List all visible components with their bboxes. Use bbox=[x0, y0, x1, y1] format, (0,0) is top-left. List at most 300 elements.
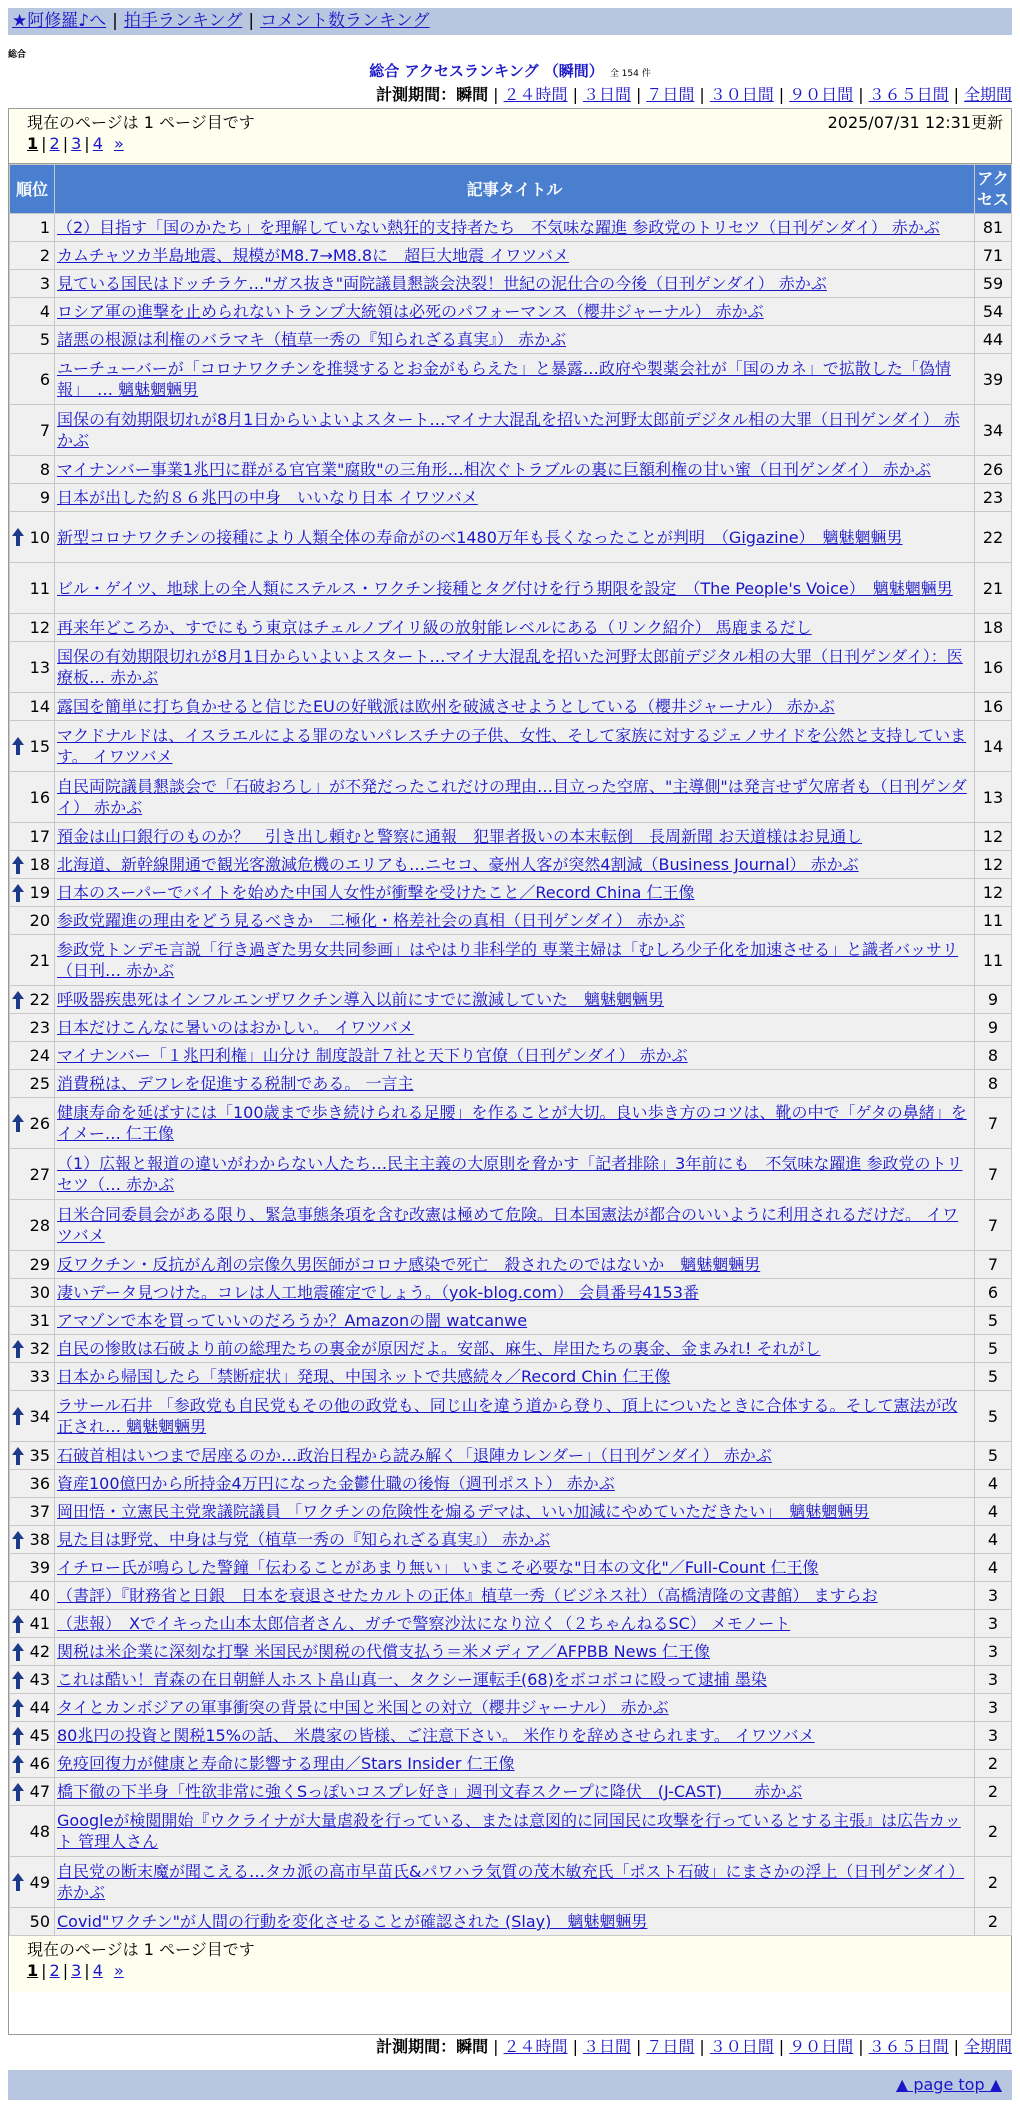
rank-cell bbox=[10, 1014, 55, 1042]
rank-number: 17 bbox=[29, 827, 50, 846]
article-title-link[interactable]: 参政党トンデモ言説「行き過ぎた男女共同参画」はやはり非科学的 専業主婦は「むしろ少子化を加速させる」と識者バッサリ（日刊… 赤かぶ bbox=[57, 940, 959, 980]
article-title-link[interactable]: （悲報） Xでイキった山本太郎信者さん、ガチで警察沙汰になり泣く（２ちゃんねるSC） メモノート bbox=[57, 1614, 791, 1633]
period-option-link[interactable]: ９０日間 bbox=[789, 85, 854, 104]
table-row bbox=[10, 1442, 1012, 1470]
table-row bbox=[10, 1200, 1012, 1251]
rank-cell bbox=[10, 935, 55, 986]
access-count: 8 bbox=[975, 1070, 1012, 1098]
rank-cell bbox=[10, 721, 55, 772]
home-link[interactable]: ★阿修羅♪へ bbox=[12, 11, 107, 31]
access-count: 6 bbox=[975, 1279, 1012, 1307]
article-title-link[interactable]: これは酷い！青森の在日朝鮮人ホスト畠山真一、タクシー運転手(68)をボコボコに殴って逮捕 墨染 bbox=[57, 1670, 767, 1689]
rank-number: 26 bbox=[29, 1113, 50, 1133]
access-count: 7 bbox=[975, 1149, 1012, 1200]
access-count: 71 bbox=[975, 242, 1012, 270]
access-count: 3 bbox=[975, 1582, 1012, 1610]
title-cell bbox=[55, 721, 975, 772]
separator: | bbox=[41, 1961, 47, 1980]
table-row bbox=[10, 1806, 1012, 1857]
rank-cell bbox=[10, 1582, 55, 1610]
separator: | bbox=[953, 85, 959, 104]
rank-number: 3 bbox=[39, 274, 50, 293]
rank-cell bbox=[10, 1042, 55, 1070]
article-title-link[interactable]: 自民両院議員懇談会で「石破おろし」が不発だったこれだけの理由…目立った空席、"主導側"は発言せず欠席者も（日刊ゲンダイ） 赤かぶ bbox=[57, 777, 967, 817]
page-link[interactable]: 3 bbox=[71, 1961, 82, 1980]
table-row bbox=[10, 935, 1012, 986]
table-row bbox=[10, 214, 1012, 242]
next-page-link[interactable]: » bbox=[113, 1961, 124, 1980]
rank-number: 35 bbox=[29, 1446, 50, 1465]
period-label: 計測期間： bbox=[376, 85, 457, 104]
rank-cell bbox=[10, 512, 55, 563]
article-title-link[interactable]: ラサール石井 「参政党も自民党もその他の政党も、同じ山を違う道から登り、頂上についたときに合体する。そして憲法が改正され… 魑魅魍魎男 bbox=[57, 1396, 958, 1436]
rank-number: 30 bbox=[29, 1283, 50, 1302]
table-row bbox=[10, 405, 1012, 456]
separator: | bbox=[84, 1961, 90, 1980]
access-count: 2 bbox=[975, 1857, 1012, 1908]
period-option-link[interactable]: 全期間 bbox=[963, 85, 1012, 104]
period-option-link[interactable]: ３０日間 bbox=[709, 85, 774, 104]
access-count: 2 bbox=[975, 1778, 1012, 1806]
rank-cell bbox=[10, 1391, 55, 1442]
access-count: 21 bbox=[975, 563, 1012, 614]
rank-up-arrow-icon bbox=[12, 1873, 24, 1891]
article-title-link[interactable]: （書評）『財務省と日銀 日本を衰退させたカルトの正体』植草一秀（ビジネス社）（高橋清隆の文書館） ますらお bbox=[57, 1586, 878, 1605]
rank-cell bbox=[10, 907, 55, 935]
separator: | bbox=[248, 11, 255, 31]
separator: | bbox=[858, 85, 864, 104]
title-cell bbox=[55, 270, 975, 298]
rank-number: 28 bbox=[29, 1215, 50, 1235]
rank-cell bbox=[10, 405, 55, 456]
rank-number: 37 bbox=[29, 1502, 50, 1521]
period-option-link[interactable]: ２４時間 bbox=[503, 85, 568, 104]
table-row bbox=[10, 1778, 1012, 1806]
table-row bbox=[10, 1098, 1012, 1149]
rank-number: 2 bbox=[39, 246, 50, 265]
table-row bbox=[10, 1391, 1012, 1442]
rank-number: 49 bbox=[29, 1872, 50, 1892]
rank-cell bbox=[10, 1098, 55, 1149]
rank-up-arrow-icon bbox=[12, 1114, 24, 1132]
title-cell bbox=[55, 1363, 975, 1391]
article-title-link[interactable]: 国保の有効期限切れが8月1日からいよいよスタート…マイナ大混乱を招いた河野太郎前デジタル相の大罪（日刊ゲンダイ） 赤かぶ bbox=[57, 410, 960, 450]
article-title-link[interactable]: 健康寿命を延ばすには「100歳まで歩き続けられる足腰」を作ることが大切。良い歩き方のコツは、靴の中で「ゲタの鼻緒」をイメー… 仁王像 bbox=[57, 1103, 967, 1143]
access-count: 18 bbox=[975, 614, 1012, 642]
table-row bbox=[10, 1908, 1012, 1936]
rank-column-header: 順位 bbox=[10, 165, 55, 214]
article-title-link[interactable]: 自民党の断末魔が聞こえる…タカ派の高市早苗氏&パワハラ気質の茂木敏充氏「ポスト石破」にまさかの浮上（日刊ゲンダイ） 赤かぶ bbox=[57, 1862, 965, 1902]
title-cell bbox=[55, 456, 975, 484]
article-title-link[interactable]: カムチャツカ半島地震、規模がM8.7→M8.8に 超巨大地震 イワツバメ bbox=[57, 246, 569, 265]
rank-cell bbox=[10, 642, 55, 693]
rank-number: 25 bbox=[29, 1074, 50, 1093]
rank-number: 39 bbox=[29, 1558, 50, 1577]
rank-up-arrow-icon bbox=[12, 1615, 24, 1633]
title-cell bbox=[55, 1307, 975, 1335]
access-count: 16 bbox=[975, 642, 1012, 693]
top-nav-bar bbox=[8, 8, 1012, 35]
title-cell bbox=[55, 484, 975, 512]
article-title-link[interactable]: 橋下徹の下半身「性欲非常に強くSっぽいコスプレ好き」週刊文春スクープに降伏 (J-CAST) 赤かぶ bbox=[57, 1782, 803, 1801]
updated-timestamp: 2025/07/31 12:31更新 bbox=[827, 113, 1003, 132]
article-title-link[interactable]: 関税は米企業に深刻な打撃 米国民が関税の代償支払う＝米メディア／AFPBB News 仁王像 bbox=[57, 1642, 710, 1661]
page-link[interactable]: 3 bbox=[71, 134, 82, 153]
rank-number: 43 bbox=[29, 1670, 50, 1689]
table-row bbox=[10, 907, 1012, 935]
article-title-link[interactable]: 北海道、新幹線開通で観光客激減危機のエリアも…ニセコ、豪州人客が突然4割減（Business Journal） 赤かぶ bbox=[57, 855, 859, 874]
article-title-link[interactable]: イチロー氏が鳴らした警鐘「伝わることがあまり無い」 いまこそ必要な"日本の文化"／Full-Count 仁王像 bbox=[57, 1558, 819, 1577]
rank-number: 44 bbox=[29, 1698, 50, 1717]
page-link[interactable]: 2 bbox=[49, 134, 60, 153]
current-page-text: 現在のページは 1 ページ目です bbox=[27, 1940, 255, 1959]
rank-cell bbox=[10, 614, 55, 642]
table-row bbox=[10, 823, 1012, 851]
period-option-link[interactable]: ３６５日間 bbox=[868, 2037, 949, 2056]
period-option-link[interactable]: 全期間 bbox=[963, 2037, 1012, 2056]
rank-number: 14 bbox=[29, 697, 50, 716]
period-option-link[interactable]: ９０日間 bbox=[789, 2037, 854, 2056]
title-cell bbox=[55, 298, 975, 326]
page-current: 1 bbox=[27, 134, 39, 153]
title-cell bbox=[55, 1666, 975, 1694]
rank-up-arrow-icon bbox=[12, 1531, 24, 1549]
table-row bbox=[10, 1335, 1012, 1363]
title-column-header: 記事タイトル bbox=[55, 165, 975, 214]
page-title-text: 総合 アクセスランキング （瞬間） bbox=[369, 62, 604, 80]
article-title-link[interactable]: 参政党躍進の理由をどう見るべきか 二極化・格差社会の真相（日刊ゲンダイ） 赤かぶ bbox=[57, 911, 685, 930]
table-row bbox=[10, 1722, 1012, 1750]
title-cell bbox=[55, 214, 975, 242]
separator: | bbox=[778, 85, 785, 104]
rank-number: 32 bbox=[29, 1339, 50, 1358]
rank-cell bbox=[10, 1778, 55, 1806]
rank-up-arrow-icon bbox=[12, 1755, 24, 1773]
rank-cell bbox=[10, 1554, 55, 1582]
rank-cell bbox=[10, 1806, 55, 1857]
table-row bbox=[10, 1149, 1012, 1200]
table-row bbox=[10, 1610, 1012, 1638]
rank-number: 45 bbox=[29, 1726, 50, 1745]
table-row bbox=[10, 1279, 1012, 1307]
page-link[interactable]: 4 bbox=[92, 1961, 103, 1980]
pagination-top bbox=[9, 109, 1011, 164]
table-row bbox=[10, 1666, 1012, 1694]
article-title-link[interactable]: マイナンバー事業1兆円に群がる官官業"腐敗"の三角形…相次ぐトラブルの裏に巨額利権の甘い蜜（日刊ゲンダイ） 赤かぶ bbox=[57, 460, 931, 479]
period-selector-bottom bbox=[376, 2036, 1012, 2058]
page-links bbox=[27, 1960, 1011, 1981]
table-row bbox=[10, 986, 1012, 1014]
rank-cell bbox=[10, 1279, 55, 1307]
rank-cell bbox=[10, 1908, 55, 1936]
rank-up-arrow-icon bbox=[12, 737, 24, 755]
table-row bbox=[10, 298, 1012, 326]
article-title-link[interactable]: ユーチューバーが「コロナワクチンを推奨するとお金がもらえた」と暴露…政府や製薬会社が「国のカネ」で拡散した「偽情報」 … 魑魅魍魎男 bbox=[57, 359, 951, 399]
period-current: 瞬間 bbox=[456, 2037, 489, 2056]
article-title-link[interactable]: 諸悪の根源は利権のバラマキ（植草一秀の『知られざる真実』） 赤かぶ bbox=[57, 330, 567, 349]
table-row bbox=[10, 326, 1012, 354]
access-count: 59 bbox=[975, 270, 1012, 298]
period-selector-top bbox=[376, 84, 1012, 106]
rank-number: 36 bbox=[29, 1474, 50, 1493]
rank-cell bbox=[10, 1251, 55, 1279]
title-cell bbox=[55, 326, 975, 354]
period-option-link[interactable]: ３６５日間 bbox=[868, 85, 949, 104]
rank-cell bbox=[10, 1307, 55, 1335]
total-count: 全 154 件 bbox=[609, 69, 651, 79]
title-cell bbox=[55, 1335, 975, 1363]
rank-number: 16 bbox=[29, 787, 50, 807]
article-title-link[interactable]: （1）広報と報道の違いがわからない人たち…民主主義の大原則を脅かす「記者排除」3年前にも 不気味な躍進 参政党のトリセツ（… 赤かぶ bbox=[57, 1154, 963, 1194]
article-title-link[interactable]: 日本だけこんなに暑いのはおかしい。 イワツバメ bbox=[57, 1018, 414, 1037]
rank-cell bbox=[10, 1526, 55, 1554]
rank-number: 31 bbox=[29, 1311, 50, 1330]
title-cell bbox=[55, 1098, 975, 1149]
title-cell bbox=[55, 1582, 975, 1610]
title-cell bbox=[55, 1391, 975, 1442]
access-count: 2 bbox=[975, 1750, 1012, 1778]
article-title-link[interactable]: 石破首相はいつまで居座るのか…政治日程から読み解く「退陣カレンダー」（日刊ゲンダイ） 赤かぶ bbox=[57, 1446, 772, 1465]
rank-cell bbox=[10, 1857, 55, 1908]
separator: | bbox=[84, 134, 90, 153]
table-row bbox=[10, 1750, 1012, 1778]
title-cell bbox=[55, 1470, 975, 1498]
separator: | bbox=[572, 85, 578, 104]
comment-ranking-link[interactable]: コメント数ランキング bbox=[260, 11, 430, 31]
title-cell bbox=[55, 1014, 975, 1042]
article-title-link[interactable]: 資産100億円から所持金4万円になった金鬱仕職の後悔（週刊ポスト） 赤かぶ bbox=[57, 1474, 615, 1493]
table-row bbox=[10, 1363, 1012, 1391]
rank-cell bbox=[10, 1610, 55, 1638]
table-row bbox=[10, 484, 1012, 512]
rank-number: 10 bbox=[29, 527, 50, 547]
page-current: 1 bbox=[27, 1961, 39, 1980]
separator: | bbox=[953, 2037, 959, 2056]
period-option-link[interactable]: ７日間 bbox=[646, 85, 695, 104]
access-count: 5 bbox=[975, 1307, 1012, 1335]
title-cell bbox=[55, 1149, 975, 1200]
separator: | bbox=[699, 2037, 705, 2056]
table-row bbox=[10, 456, 1012, 484]
rank-number: 19 bbox=[29, 883, 50, 902]
article-title-link[interactable]: 日本のスーパーでバイトを始めた中国人女性が衝撃を受けたこと／Record China 仁王像 bbox=[57, 883, 695, 902]
access-count: 7 bbox=[975, 1098, 1012, 1149]
rank-cell bbox=[10, 1149, 55, 1200]
access-count: 3 bbox=[975, 1638, 1012, 1666]
article-title-link[interactable]: 預金は山口銀行のものか？ 引き出し頼むと警察に通報 犯罪者扱いの本末転倒 長周新聞 お天道様はお見通し bbox=[57, 827, 863, 846]
rank-up-arrow-icon bbox=[12, 1699, 24, 1717]
title-cell bbox=[55, 354, 975, 405]
access-count: 14 bbox=[975, 721, 1012, 772]
article-title-link[interactable]: 免疫回復力が健康と寿命に影響する理由／Stars Insider 仁王像 bbox=[57, 1754, 515, 1773]
table-row bbox=[10, 642, 1012, 693]
article-title-link[interactable]: （2）目指す「国のかたち」を理解していない熱狂的支持者たち 不気味な躍進 参政党のトリセツ（日刊ゲンダイ） 赤かぶ bbox=[57, 218, 940, 237]
article-title-link[interactable]: 80兆円の投資と関税15%の話、 米農家の皆様、ご注意下さい。 米作りを辞めさせられます。 イワツバメ bbox=[57, 1726, 815, 1745]
page-title bbox=[0, 62, 1020, 83]
rank-number: 20 bbox=[29, 911, 50, 930]
table-header-row bbox=[10, 165, 1012, 214]
rank-number: 34 bbox=[29, 1406, 50, 1426]
rank-number: 29 bbox=[29, 1255, 50, 1274]
access-count: 12 bbox=[975, 823, 1012, 851]
rank-cell bbox=[10, 772, 55, 823]
table-row bbox=[10, 1498, 1012, 1526]
rank-number: 40 bbox=[29, 1586, 50, 1605]
title-cell bbox=[55, 1526, 975, 1554]
page-link[interactable]: 4 bbox=[92, 134, 103, 153]
title-cell bbox=[55, 851, 975, 879]
article-title-link[interactable]: ビル・ゲイツ、地球上の全人類にステルス・ワクチン接種とタグ付けを行う期限を設定 （The People's Voice） 魑魅魍魎男 bbox=[57, 578, 953, 598]
access-count: 4 bbox=[975, 1554, 1012, 1582]
title-cell bbox=[55, 1857, 975, 1908]
table-row bbox=[10, 1042, 1012, 1070]
rank-number: 5 bbox=[39, 330, 50, 349]
rank-number: 11 bbox=[29, 578, 50, 598]
table-row bbox=[10, 1307, 1012, 1335]
access-count: 3 bbox=[975, 1722, 1012, 1750]
article-title-link[interactable]: タイとカンボジアの軍事衝突の背景に中国と米国との対立（櫻井ジャーナル） 赤かぶ bbox=[57, 1698, 669, 1717]
rank-number: 23 bbox=[29, 1018, 50, 1037]
article-title-link[interactable]: 消費税は、デフレを促進する税制である。 一言主 bbox=[57, 1074, 414, 1093]
article-title-link[interactable]: 凄いデータ見つけた。コレは人工地震確定でしょう。（yok-blog.com） 会員番号4153番 bbox=[57, 1283, 699, 1302]
table-row bbox=[10, 512, 1012, 563]
rank-cell bbox=[10, 1363, 55, 1391]
access-count: 3 bbox=[975, 1610, 1012, 1638]
title-cell bbox=[55, 772, 975, 823]
article-title-link[interactable]: 国保の有効期限切れが8月1日からいよいよスタート…マイナ大混乱を招いた河野太郎前デジタル相の大罪（日刊ゲンダイ）：医療板… 赤かぶ bbox=[57, 647, 963, 687]
access-count: 7 bbox=[975, 1200, 1012, 1251]
title-cell bbox=[55, 1908, 975, 1936]
period-option-link[interactable]: ３０日間 bbox=[709, 2037, 774, 2056]
page-top-link[interactable]: ▲ page top ▲ bbox=[895, 2075, 1002, 2094]
access-count: 9 bbox=[975, 986, 1012, 1014]
title-cell bbox=[55, 907, 975, 935]
article-title-link[interactable]: 再来年どころか、すでにもう東京はチェルノブイリ級の放射能レベルにある（リンク紹介） 馬鹿まるだし bbox=[57, 618, 812, 637]
article-title-link[interactable]: 呼吸器疾患死はインフルエンザワクチン導入以前にすでに激減していた 魑魅魍魎男 bbox=[57, 990, 665, 1009]
title-cell bbox=[55, 1778, 975, 1806]
table-row bbox=[10, 879, 1012, 907]
title-cell bbox=[55, 1554, 975, 1582]
article-title-link[interactable]: マイナンバー「１兆円利権」山分け 制度設計７社と天下り官僚（日刊ゲンダイ） 赤かぶ bbox=[57, 1046, 688, 1065]
table-row bbox=[10, 614, 1012, 642]
period-option-link[interactable]: ２４時間 bbox=[503, 2037, 568, 2056]
current-page-text: 現在のページは 1 ページ目です bbox=[27, 113, 255, 132]
period-option-link[interactable]: ３日間 bbox=[582, 2037, 631, 2056]
access-count: 8 bbox=[975, 1042, 1012, 1070]
article-title-link[interactable]: Covid"ワクチン"が人間の行動を変化させることが確認された (Slay) 魑魅魍魎男 bbox=[57, 1912, 648, 1931]
period-label: 計測期間： bbox=[376, 2037, 457, 2056]
next-page-link[interactable]: » bbox=[113, 134, 124, 153]
title-cell bbox=[55, 1251, 975, 1279]
rank-up-arrow-icon bbox=[12, 1447, 24, 1465]
rank-up-arrow-icon bbox=[12, 856, 24, 874]
article-title-link[interactable]: 日米合同委員会がある限り、緊急事態条項を含む改憲は極めて危険。日本国憲法が都合のいいように利用されるだけだ。 イワツバメ bbox=[57, 1205, 959, 1245]
article-title-link[interactable]: Googleが検閲開始『ウクライナが大量虐殺を行っている、または意図的に同国民に攻撃を行っているとする主張』は広告カット 管理人さん bbox=[57, 1811, 961, 1851]
article-title-link[interactable]: 日本が出した約８６兆円の中身 いいなり日本 イワツバメ bbox=[57, 488, 478, 507]
article-title-link[interactable]: 露国を簡単に打ち負かせると信じたEUの好戦派は欧州を破滅させようとしている（櫻井ジャーナル） 赤かぶ bbox=[57, 697, 835, 716]
rank-number: 42 bbox=[29, 1642, 50, 1661]
rank-cell bbox=[10, 851, 55, 879]
rank-up-arrow-icon bbox=[12, 1643, 24, 1661]
article-title-link[interactable]: ロシア軍の進撃を止められないトランプ大統領は必死のパフォーマンス（櫻井ジャーナル） 赤かぶ bbox=[57, 302, 764, 321]
table-row bbox=[10, 721, 1012, 772]
rank-cell bbox=[10, 354, 55, 405]
title-cell bbox=[55, 563, 975, 614]
access-count: 4 bbox=[975, 1470, 1012, 1498]
period-option-link[interactable]: ３日間 bbox=[582, 85, 631, 104]
rank-cell bbox=[10, 298, 55, 326]
separator: | bbox=[62, 1961, 69, 1980]
access-count: 5 bbox=[975, 1442, 1012, 1470]
title-cell bbox=[55, 1279, 975, 1307]
article-title-link[interactable]: 岡田悟・立憲民主党衆議院議員 「ワクチンの危険性を煽るデマは、いい加減にやめていただきたい」 魑魅魍魎男 bbox=[57, 1502, 870, 1521]
access-count: 12 bbox=[975, 851, 1012, 879]
rank-number: 8 bbox=[39, 460, 50, 479]
rank-up-arrow-icon bbox=[12, 991, 24, 1009]
rank-up-arrow-icon bbox=[12, 884, 24, 902]
table-row bbox=[10, 242, 1012, 270]
ranking-panel bbox=[8, 108, 1012, 2035]
access-count: 23 bbox=[975, 484, 1012, 512]
title-cell bbox=[55, 1638, 975, 1666]
rank-number: 38 bbox=[29, 1530, 50, 1549]
separator: | bbox=[493, 2037, 499, 2056]
rank-cell bbox=[10, 484, 55, 512]
rank-cell bbox=[10, 986, 55, 1014]
rank-cell bbox=[10, 1498, 55, 1526]
article-title-link[interactable]: 新型コロナワクチンの接種により人類全体の寿命がのべ1480万年も長くなったことが判明 （Gigazine） 魑魅魍魎男 bbox=[57, 527, 903, 547]
rank-number: 41 bbox=[29, 1614, 50, 1633]
table-row bbox=[10, 1694, 1012, 1722]
table-row bbox=[10, 270, 1012, 298]
category-label: 総合 bbox=[8, 50, 27, 60]
table-row bbox=[10, 1470, 1012, 1498]
article-title-link[interactable]: 反ワクチン・反抗がん剤の宗像久男医師がコロナ感染で死亡 殺されたのではないか 魑魅魍魎男 bbox=[57, 1255, 761, 1274]
article-title-link[interactable]: 見ている国民はドッチラケ…"ガス抜き"両院議員懇談会決裂！世紀の泥仕合の今後（日刊ゲンダイ） 赤かぶ bbox=[57, 274, 827, 293]
article-title-link[interactable]: 日本から帰国したら「禁断症状」発現、中国ネットで共感続々／Record Chin 仁王像 bbox=[57, 1367, 671, 1386]
rank-number: 24 bbox=[29, 1046, 50, 1065]
rank-cell bbox=[10, 1070, 55, 1098]
table-row bbox=[10, 1526, 1012, 1554]
rank-number: 1 bbox=[39, 218, 50, 237]
page-link[interactable]: 2 bbox=[49, 1961, 60, 1980]
article-title-link[interactable]: 見た目は野党、中身は与党（植草一秀の『知られざる真実』） 赤かぶ bbox=[57, 1530, 551, 1549]
article-title-link[interactable]: 自民の惨敗は石破より前の総理たちの裏金が原因だよ。安部、麻生、岸田たちの裏金、金まみれ! それがし bbox=[57, 1339, 821, 1358]
pagination-bottom bbox=[9, 1936, 1011, 1992]
rank-number: 7 bbox=[39, 420, 50, 440]
access-count: 5 bbox=[975, 1335, 1012, 1363]
applause-ranking-link[interactable]: 拍手ランキング bbox=[123, 11, 243, 31]
title-cell bbox=[55, 1200, 975, 1251]
rank-number: 6 bbox=[39, 369, 50, 389]
rank-number: 4 bbox=[39, 302, 50, 321]
rank-up-arrow-icon bbox=[12, 1783, 24, 1801]
table-row bbox=[10, 354, 1012, 405]
title-cell bbox=[55, 614, 975, 642]
rank-number: 27 bbox=[29, 1164, 50, 1184]
article-title-link[interactable]: アマゾンで本を買っていいのだろうか？Amazonの闇 watcanwe bbox=[57, 1311, 528, 1330]
table-row bbox=[10, 1070, 1012, 1098]
access-count: 5 bbox=[975, 1363, 1012, 1391]
rank-up-arrow-icon bbox=[12, 1727, 24, 1745]
separator: | bbox=[112, 11, 118, 31]
separator bbox=[103, 134, 114, 153]
title-cell bbox=[55, 823, 975, 851]
period-option-link[interactable]: ７日間 bbox=[646, 2037, 695, 2056]
article-title-link[interactable]: マクドナルドは、イスラエルによる罪のないパレスチナの子供、女性、そして家族に対するジェノサイドを公然と支持しています。 イワツバメ bbox=[57, 726, 967, 766]
rank-cell bbox=[10, 1335, 55, 1363]
rank-number: 50 bbox=[29, 1912, 50, 1931]
